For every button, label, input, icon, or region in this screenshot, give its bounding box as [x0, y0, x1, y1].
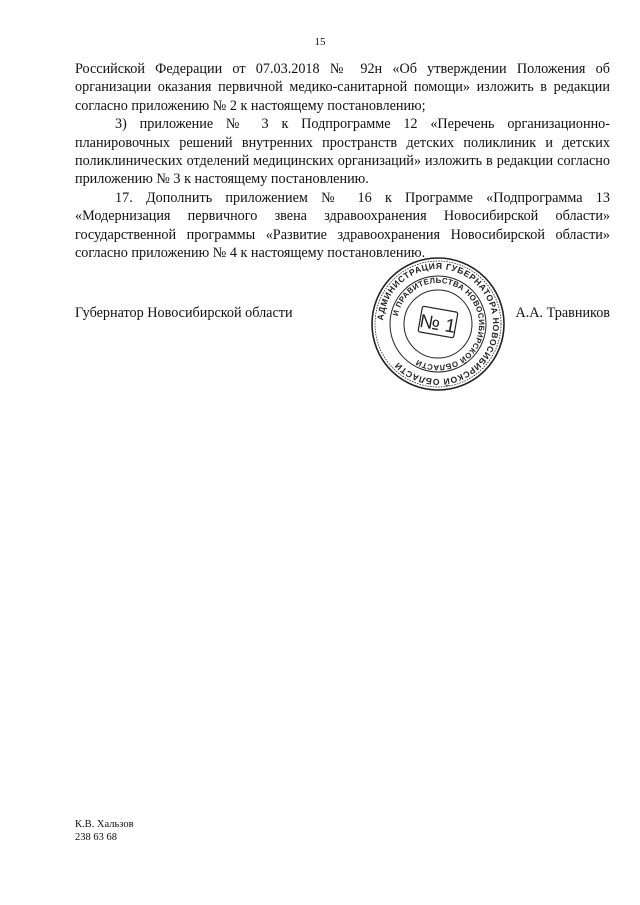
document-body: [75, 60, 610, 262]
official-seal: [368, 254, 508, 394]
paragraph-item-17: 17. Дополнить приложением № 16 к Программе «Подпрограмма 13 «Модернизация первичного звена здравоохранения Новосибирской области» государственной программы «Развитие здравоохранения Новосибирской области» согласно приложению № 4 к настоящему постановлению.: [75, 189, 610, 262]
seal-outer-text: АДМИНИСТРАЦИЯ ГУБЕРНАТОРА НОВОСИБИРСКОЙ ОБЛАСТИ: [375, 260, 502, 388]
paragraph-continuation: Российской Федерации от 07.03.2018 № 92н «Об утверждении Положения об организации оказания первичной медико-санитарной помощи» изложить в редакции согласно приложению № 2 к настоящему постановлению;: [75, 61, 610, 114]
seal-center-number: № 1: [417, 310, 458, 338]
page-number: 15: [314, 36, 326, 48]
signatory-name: А.А. Травников: [515, 305, 610, 321]
signatory-position: Губернатор Новосибирской области: [75, 305, 293, 321]
executor-phone: 238 63 68: [75, 832, 117, 843]
executor-footer: [75, 818, 134, 844]
executor-name: К.В. Хальзов: [75, 819, 134, 830]
seal-inner-text: И ПРАВИТЕЛЬСТВА НОВОСИБИРСКОЙ ОБЛАСТИ: [390, 275, 487, 373]
paragraph-item-3: 3) приложение № 3 к Подпрограмме 12 «Перечень организационно-планировочных решений внутренних пространств детских поликлиник и детских поликлинических отделений медицинских организаций» изложить в редакции согласно приложению № 3 к настоящему постановлению.: [75, 116, 610, 188]
